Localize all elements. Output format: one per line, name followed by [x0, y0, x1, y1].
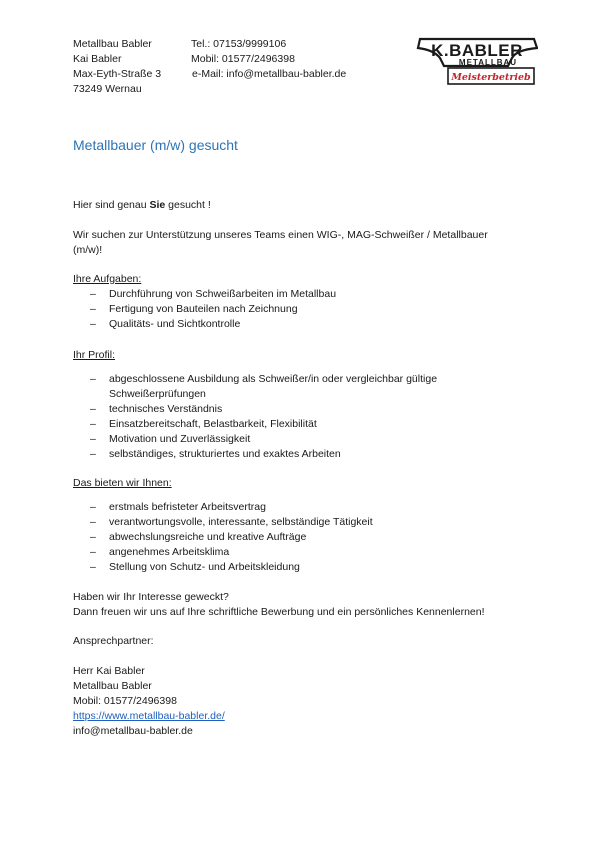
offer-item: – abwechslungsreiche und kreative Aufträge [72, 530, 373, 545]
company-logo [416, 36, 538, 90]
profile-item-continuation-text: Schweißerprüfungen [109, 388, 206, 400]
address-line: 73249 Wernau [73, 83, 142, 95]
phone-line: Tel.: 07153/9999106 [191, 38, 287, 50]
intro-paragraph-line: (m/w)! [73, 244, 103, 256]
sender-contact [191, 37, 346, 82]
contact-email: info@metallbau-babler.de [73, 725, 193, 737]
website-link[interactable]: https://www.metallbau-babler.de/ [73, 710, 225, 722]
logo-top-text: K.BABLER [431, 41, 523, 60]
intro-prefix: Hier sind genau [73, 199, 150, 211]
tasks-heading: Ihre Aufgaben: [73, 273, 142, 285]
logo-bottom-text: Meisterbetrieb [451, 72, 531, 83]
closing-paragraph [73, 590, 485, 620]
address-line: Max-Eyth-Straße 3 [73, 68, 162, 80]
offer-section [73, 476, 373, 575]
intro-paragraph-line: Wir suchen zur Unterstützung unseres Teams einen WIG-, MAG-Schweißer / Metallbauer [73, 229, 488, 241]
profile-section [73, 348, 437, 462]
task-item: – Durchführung von Schweißarbeiten im Metallbau [72, 287, 336, 302]
intro-bold: Sie [149, 199, 166, 211]
offer-item: – Stellung von Schutz- und Arbeitskleidung [72, 560, 373, 575]
page-title: Metallbauer (m/w) gesucht [73, 137, 238, 153]
email-line: e-Mail: info@metallbau-babler.de [192, 68, 347, 80]
profile-item-continuation [72, 387, 437, 402]
closing-line: Haben wir Ihr Interesse geweckt? [73, 591, 229, 603]
contact-name: Herr Kai Babler [73, 665, 145, 677]
address-line: Metallbau Babler [73, 38, 152, 50]
closing-line: Dann freuen wir uns auf Ihre schriftliche Bewerbung und ein persönliches Kennenlernen! [73, 606, 485, 618]
tasks-section [73, 272, 336, 332]
intro-suffix: gesucht ! [165, 199, 211, 211]
profile-item: – abgeschlossene Ausbildung als Schweißer/in oder vergleichbar gültige [72, 372, 437, 387]
offer-item: – verantwortungsvolle, interessante, selbständige Tätigkeit [72, 515, 373, 530]
task-item: – Fertigung von Bauteilen nach Zeichnung [72, 302, 336, 317]
profile-item: – selbständiges, strukturiertes und exaktes Arbeiten [72, 447, 437, 462]
offer-item: – angenehmes Arbeitsklima [72, 545, 373, 560]
sender-address [73, 37, 161, 97]
profile-heading: Ihr Profil: [73, 349, 116, 361]
profile-item: – Einsatzbereitschaft, Belastbarkeit, Flexibilität [72, 417, 437, 432]
contact-mobile: Mobil: 01577/2496398 [73, 695, 177, 707]
address-line: Kai Babler [73, 53, 122, 65]
logo-middle-text: METALLBAU [458, 58, 518, 67]
mobile-line: Mobil: 01577/2496398 [191, 53, 295, 65]
contact-heading: Ansprechpartner: [73, 635, 154, 647]
offer-item: – erstmals befristeter Arbeitsvertrag [72, 500, 373, 515]
contact-company: Metallbau Babler [73, 680, 152, 692]
contact-person-block [73, 664, 225, 739]
profile-item: – Motivation und Zuverlässigkeit [72, 432, 437, 447]
profile-item: – technisches Verständnis [72, 402, 437, 417]
intro-line [73, 198, 211, 213]
offer-heading: Das bieten wir Ihnen: [73, 477, 172, 489]
task-item: – Qualitäts- und Sichtkontrolle [72, 317, 336, 332]
intro-paragraph [73, 228, 488, 258]
